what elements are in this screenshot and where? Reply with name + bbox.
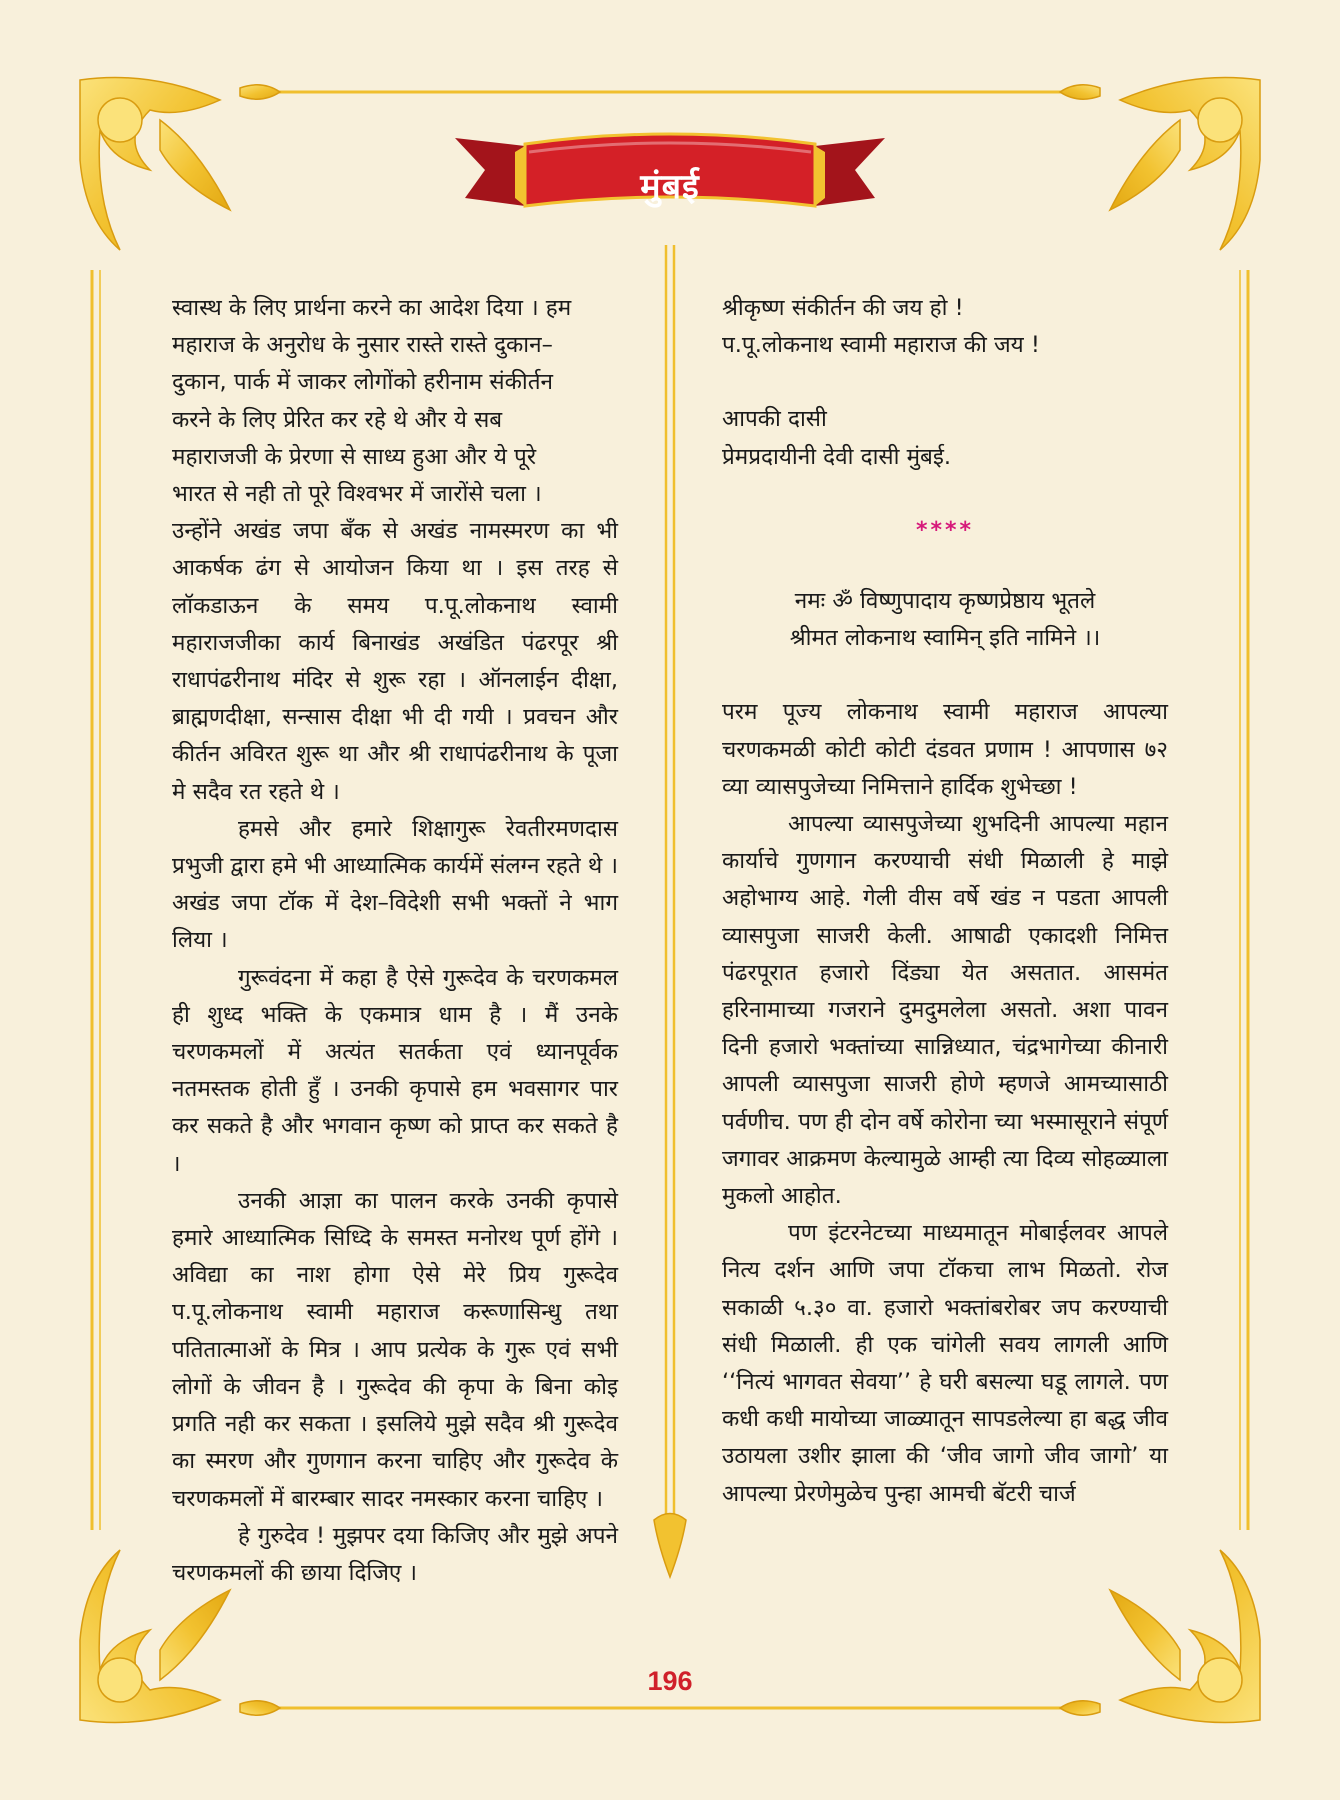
right-column bbox=[722, 290, 1168, 1513]
spacer bbox=[722, 364, 1168, 401]
verse-line: नमः ॐ विष्णुपादाय कृष्णप्रेष्ठाय भूतले bbox=[794, 588, 1096, 615]
text-line: भारत से नही तो पूरे विश्वभर में जारोंसे चला । bbox=[172, 481, 542, 508]
closing-line: प.पू.लोकनाथ स्वामी महाराज की जय ! bbox=[722, 332, 1040, 359]
paragraph: उन्होंने अखंड जपा बँक से अखंड नामस्मरण का भी आकर्षक ढंग से आयोजन किया था । इस तरह से लॉकडाऊन के समय प.पू.लोकनाथ स्वामी महाराजजीका कार्य बिनाखंड अखंडित पंढरपूर श्री राधापंढरीनाथ मंदिर से शुरू रहा । ऑनलाईन दीक्षा, ब्राह्मणदीक्षा, सन्सास दीक्षा भी दी गयी । प्रवचन और कीर्तन अविरत शुरू था और श्री राधापंढरीनाथ के पूजा मे सदैव रत रहते थे । bbox=[172, 518, 618, 805]
left-column bbox=[172, 290, 618, 1592]
paragraph: उनकी आज्ञा का पालन करके उनकी कृपासे हमारे आध्यात्मिक सिध्दि के समस्त मनोरथ पूर्ण होंगे । अविद्या का नाश होगा ऐसे मेरे प्रिय गुरूदेव प.पू.लोकनाथ स्वामी महाराज करूणासिन्धु तथा पतितात्माओं के मित्र । आप प्रत्येक के गुरू एवं सभी लोगों के जीवन है । गुरूदेव की कृपा के बिना कोइ प्रगति नही कर सकता । इसलिये मुझे सदैव श्री गुरूदेव का स्मरण और गुणगान करना चाहिए और गुरूदेव के चरणकमलों में बारम्बार सादर नमस्कार करना चाहिए । bbox=[172, 1187, 618, 1512]
paragraph: पण इंटरनेटच्या माध्यमातून मोबाईलवर आपले नित्य दर्शन आणि जपा टॉकचा लाभ मिळतो. रोज सकाळी ५.३० वा. हजारो भक्तांबरोबर जप करण्याची संधी मिळाली. ही एक चांगेली सवय लागली आणि ‘‘नित्यं भागवत सेवया’’ हे घरी बसल्या घडू लागले. पण कधी कधी मायोच्या जाळ्यातून सापडलेल्या हा बद्ध जीव उठायला उशीर झाला की ‘जीव जागो जीव जागो’ या आपल्या प्रेरणेमुळेच पुन्हा आमची बॅटरी चार्ज bbox=[722, 1220, 1168, 1507]
text-line: स्वास्थ के लिए प्रार्थना करने का आदेश दिया । हम bbox=[172, 295, 572, 321]
column-divider bbox=[640, 245, 700, 1585]
spacer bbox=[722, 657, 1168, 694]
text-line: दुकान, पार्क में जाकर लोगोंको हरीनाम संकीर्तन bbox=[172, 369, 554, 396]
text-line: महाराजजी के प्रेरणा से साध्य हुआ और ये पूरे bbox=[172, 443, 537, 470]
signature-line: आपकी दासी bbox=[722, 406, 827, 433]
verse-line: श्रीमत लोकनाथ स्वामिन् इति नामिने ।। bbox=[789, 625, 1101, 652]
paragraph: हमसे और हमारे शिक्षागुरू रेवतीरमणदास प्रभुजी द्वारा हमे भी आध्यात्मिक कार्यमें संलग्न रहते थे । अखंड जपा टॉक में देश–विदेशी सभी भक्तों ने भाग लिया । bbox=[172, 815, 618, 954]
paragraph: आपल्या व्यासपुजेच्या शुभदिनी आपल्या महान कार्याचे गुणगान करण्याची संधी मिळाली हे माझे अहोभाग्य आहे. गेली वीस वर्षे खंड न पडता आपली व्यासपुजा साजरी केली. आषाढी एकादशी निमित्त पंढरपूरात हजारो दिंड्या येत असतात. आसमंत हरिनामाच्या गजराने दुमदुमलेला असतो. अशा पावन दिनी हजारो भक्तांच्या सान्निध्यात, चंद्रभागेच्या कीनारी आपली व्यासपुजा साजरी होणे म्हणजे आमच्यासाठी पर्वणीच. पण ही दोन वर्षे कोरोना च्या भस्मासूराने संपूर्ण जगावर आक्रमण केल्यामुळे आम्ही त्या दिव्य सोहळ्याला मुकलो आहोत. bbox=[722, 811, 1168, 1210]
paragraph: गुरूवंदना में कहा है ऐसे गुरूदेव के चरणकमल ही शुध्द भक्ति के एकमात्र धाम है । मैं उनके चरणकमलों में अत्यंत सतर्कता एवं ध्यानपूर्वक नतमस्तक होती हुँ । उनकी कृपासे हम भवसागर पार कर सकते है और भगवान कृष्ण को प्राप्त कर सकते है । bbox=[172, 964, 618, 1177]
paragraph: परम पूज्य लोकनाथ स्वामी महाराज आपल्या चरणकमळी कोटी कोटी दंडवत प्रणाम ! आपणास ७२ व्या व्यासपुजेच्या निमित्ताने हार्दिक शुभेच्छा ! bbox=[722, 699, 1168, 800]
page-title: मुंबई bbox=[640, 167, 700, 207]
signature-line: प्रेमप्रदायीनी देवी दासी मुंबई. bbox=[722, 443, 952, 470]
text-line: महाराज के अनुरोध के नुसार रास्ते रास्ते दुकान– bbox=[172, 332, 553, 359]
closing-line: श्रीकृष्ण संकीर्तन की जय हो ! bbox=[722, 295, 964, 321]
page-number: 196 bbox=[647, 1666, 693, 1696]
text-line: करने के लिए प्रेरित कर रहे थे और ये सब bbox=[172, 406, 503, 433]
separator-stars: **** bbox=[915, 517, 975, 543]
paragraph: हे गुरुदेव ! मुझपर दया किजिए और मुझे अपने चरणकमलों की छाया दिजिए । bbox=[172, 1522, 618, 1586]
